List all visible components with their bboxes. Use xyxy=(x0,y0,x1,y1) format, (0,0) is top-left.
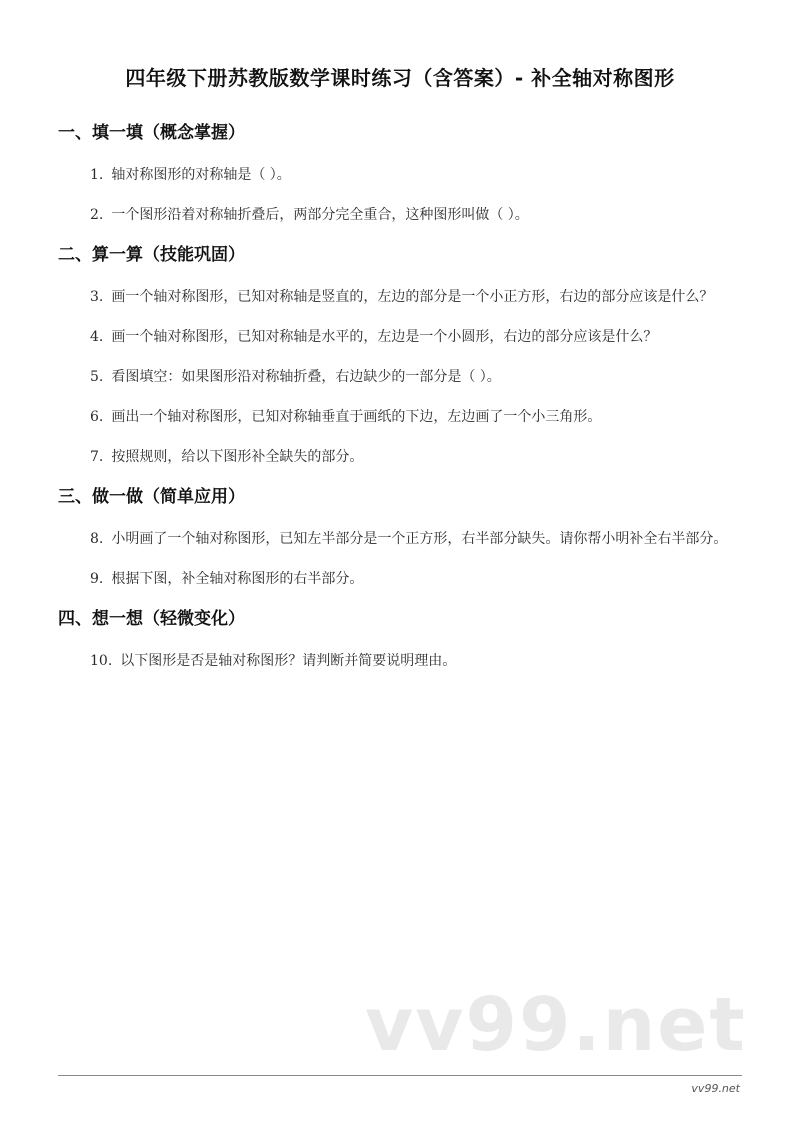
question-item xyxy=(58,526,748,552)
worksheet-body xyxy=(58,120,748,688)
question-item xyxy=(58,202,748,228)
footer-site-label: vv99.net xyxy=(691,1082,740,1095)
question-item xyxy=(58,162,748,188)
question-text: 画一个轴对称图形，已知对称轴是水平的，左边是一个小圆形，右边的部分应该是什么？ xyxy=(111,329,658,345)
question-text: 一个图形沿着对称轴折叠后，两部分完全重合，这种图形叫做（ ）。 xyxy=(111,207,529,223)
section-heading: 四、想一想（轻微变化） xyxy=(58,609,245,629)
question-number: 7. xyxy=(90,449,104,465)
question-item xyxy=(58,324,748,350)
section-heading: 二、算一算（技能巩固） xyxy=(58,245,245,265)
page-title: 四年级下册苏教版数学课时练习（含答案）- 补全轴对称图形 xyxy=(125,66,675,90)
question-number: 4. xyxy=(90,329,104,345)
question-text: 小明画了一个轴对称图形，已知左半部分是一个正方形，右半部分缺失。请你帮小明补全右半部分。 xyxy=(111,531,728,547)
question-item xyxy=(58,404,748,430)
section-heading: 三、做一做（简单应用） xyxy=(58,487,245,507)
question-number: 5. xyxy=(90,369,104,385)
question-item xyxy=(58,566,748,592)
question-item xyxy=(58,648,748,674)
section-apply xyxy=(58,484,748,592)
section-fill-in xyxy=(58,120,748,228)
question-text: 画一个轴对称图形，已知对称轴是竖直的，左边的部分是一个小正方形，右边的部分应该是什么？ xyxy=(111,289,714,305)
section-heading: 一、填一填（概念掌握） xyxy=(58,123,245,143)
question-number: 8. xyxy=(90,531,104,547)
question-item xyxy=(58,444,748,470)
question-text: 根据下图，补全轴对称图形的右半部分。 xyxy=(111,571,364,587)
footer-divider xyxy=(58,1075,742,1076)
question-number: 1. xyxy=(90,167,104,183)
section-calculate xyxy=(58,242,748,470)
question-text: 看图填空：如果图形沿对称轴折叠，右边缺少的一部分是（ ）。 xyxy=(111,369,501,385)
question-text: 画出一个轴对称图形，已知对称轴垂直于画纸的下边，左边画了一个小三角形。 xyxy=(111,409,602,425)
question-number: 9. xyxy=(90,571,104,587)
question-item xyxy=(58,364,748,390)
watermark: vv99.net xyxy=(365,982,747,1068)
question-text: 按照规则，给以下图形补全缺失的部分。 xyxy=(111,449,364,465)
question-number: 6. xyxy=(90,409,104,425)
section-think xyxy=(58,606,748,674)
question-text: 轴对称图形的对称轴是（ ）。 xyxy=(111,167,291,183)
question-number: 3. xyxy=(90,289,104,305)
question-number: 10. xyxy=(90,653,113,669)
question-item xyxy=(58,284,748,310)
question-number: 2. xyxy=(90,207,104,223)
question-text: 以下图形是否是轴对称图形？请判断并简要说明理由。 xyxy=(120,653,457,669)
